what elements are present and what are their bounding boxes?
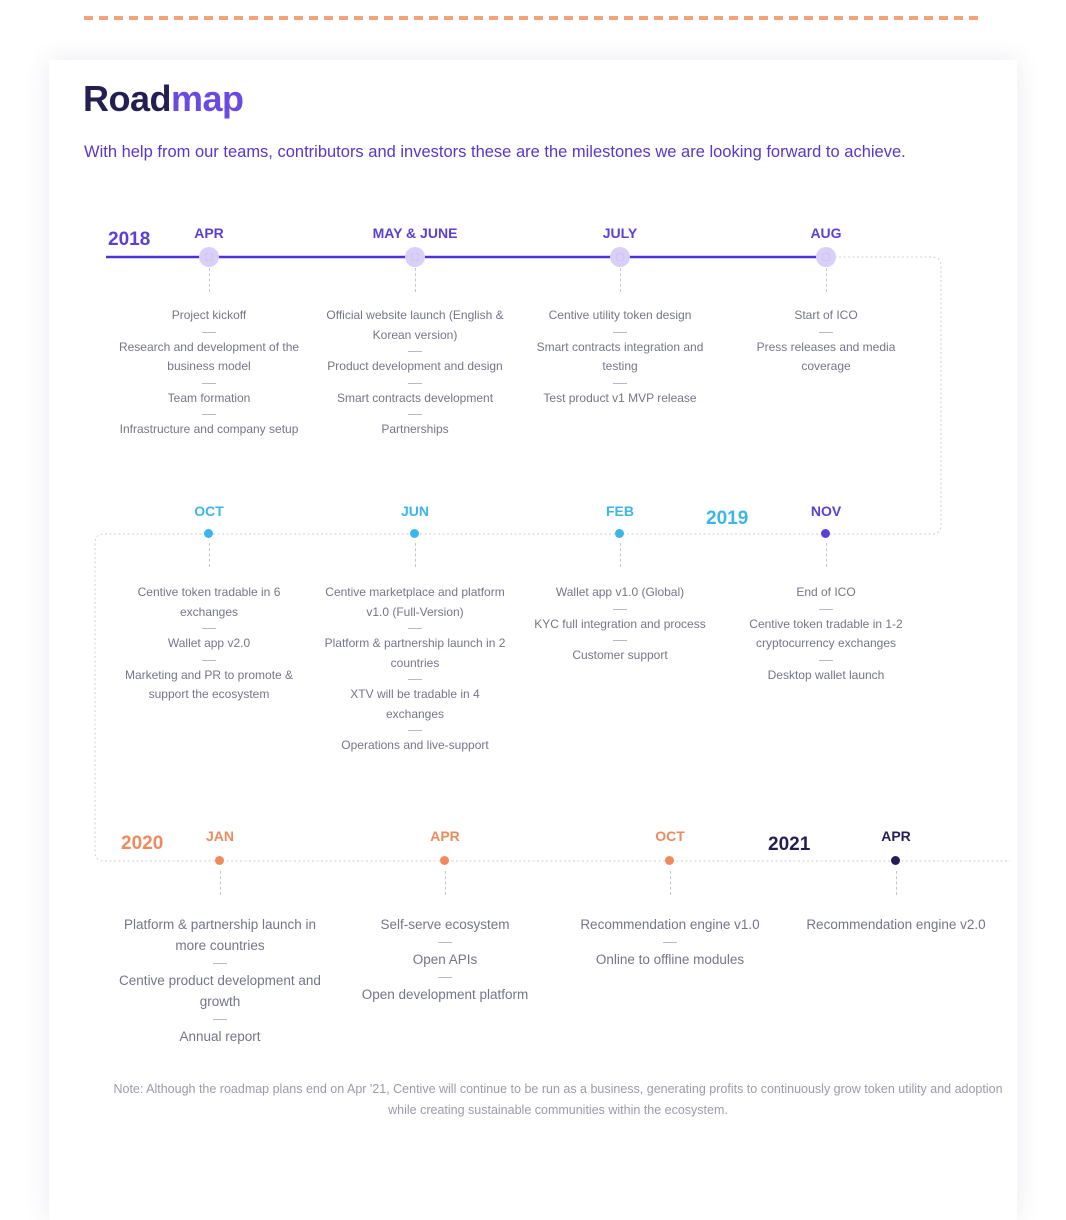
milestone-dot (665, 856, 674, 865)
year-2019: 2019 (706, 508, 749, 529)
milestone-item: Press releases and media coverage (731, 332, 921, 377)
milestone-connector (826, 268, 827, 292)
milestone-connector (415, 268, 416, 292)
milestone-list (565, 914, 775, 970)
milestone-list (114, 306, 304, 440)
milestone-month: APR (430, 828, 460, 844)
milestone-item: Recommendation engine v2.0 (806, 917, 986, 932)
page-title: Roadmap (83, 78, 244, 119)
milestone-dot (821, 529, 830, 538)
milestone-connector (445, 871, 446, 895)
milestone-item: Open development platform (340, 977, 550, 1005)
milestone-list (320, 583, 510, 756)
milestone-month: FEB (606, 503, 634, 519)
milestone-connector (620, 543, 621, 567)
milestone-month: OCT (655, 828, 685, 844)
milestone-item: Test product v1 MVP release (525, 383, 715, 409)
milestone-connector (209, 543, 210, 567)
milestone-month: OCT (194, 503, 224, 519)
milestone-connector (896, 871, 897, 895)
milestone-item: Wallet app v1.0 (Global) (555, 585, 685, 599)
milestone-dot (410, 529, 419, 538)
milestone-list (525, 306, 715, 408)
milestone-month: JULY (602, 225, 638, 241)
milestone-connector (220, 871, 221, 895)
milestone-item: Centive token tradable in 1-2 cryptocurrency exchanges (731, 609, 921, 654)
milestone-item: Wallet app v2.0 (114, 628, 304, 654)
milestone-dot (816, 247, 836, 267)
milestone-item: Marketing and PR to promote & support the ecosystem (114, 660, 304, 705)
milestone-month: JAN (205, 828, 234, 844)
milestone-dot (204, 529, 213, 538)
milestone-item: Partnerships (320, 414, 510, 440)
milestone-item: XTV will be tradable in 4 exchanges (320, 679, 510, 724)
year-2018: 2018 (108, 229, 151, 250)
milestone-dot (440, 856, 449, 865)
milestone-month: AUG (810, 225, 842, 241)
milestone-month: APR (194, 225, 224, 241)
milestone-item: Centive utility token design (548, 308, 692, 322)
roadmap-note: Note: Although the roadmap plans end on Apr '21, Centive will continue to be run as a business, generating profits to continuously grow token utility and adoption while creating sustainable communities within the ecosystem. (113, 1082, 1003, 1117)
milestone-connector (415, 543, 416, 567)
milestone-item: Operations and live-support (320, 730, 510, 756)
milestone-dot (891, 856, 900, 865)
milestone-month: APR (881, 828, 911, 844)
milestone-dot (215, 856, 224, 865)
milestone-item: Team formation (114, 383, 304, 409)
milestone-item: End of ICO (796, 585, 856, 599)
milestone-list (731, 583, 921, 685)
milestone-item: Customer support (525, 640, 715, 666)
year-2020: 2020 (121, 833, 164, 854)
milestone-connector (620, 268, 621, 292)
milestone-month: NOV (810, 503, 842, 519)
milestone-connector (826, 543, 827, 567)
milestone-item: Start of ICO (794, 308, 858, 322)
milestone-item: Centive marketplace and platform v1.0 (Full-Version) (325, 585, 505, 619)
milestone-list (731, 306, 921, 377)
milestone-list (791, 914, 1001, 935)
milestone-list (320, 306, 510, 440)
milestone-month: MAY & JUNE (372, 225, 458, 241)
milestone-list (525, 583, 715, 666)
milestone-item: Self-serve ecosystem (380, 917, 510, 932)
page-subtitle: With help from our teams, contributors and investors these are the milestones we are looking forward to achieve. (84, 143, 906, 161)
milestone-item: Product development and design (320, 351, 510, 377)
milestone-item: Desktop wallet launch (731, 660, 921, 686)
milestone-item: Smart contracts development (320, 383, 510, 409)
milestone-dot (615, 529, 624, 538)
milestone-item: Centive token tradable in 6 exchanges (137, 585, 281, 619)
milestone-item: Project kickoff (171, 308, 247, 322)
milestone-item: Official website launch (English & Korean version) (326, 308, 504, 342)
milestone-dot (610, 247, 630, 267)
milestone-month: JUN (400, 503, 429, 519)
milestone-item: Annual report (115, 1019, 325, 1047)
milestone-item: Open APIs (340, 942, 550, 970)
milestone-item: Recommendation engine v1.0 (580, 917, 760, 932)
milestone-item: Research and development of the business model (114, 332, 304, 377)
milestone-item: Platform & partnership launch in 2 countries (320, 628, 510, 673)
milestone-list (115, 914, 325, 1047)
year-2021: 2021 (768, 834, 811, 855)
milestone-list (340, 914, 550, 1005)
milestone-item: KYC full integration and process (525, 609, 715, 635)
milestone-connector (670, 871, 671, 895)
milestone-item: Infrastructure and company setup (114, 414, 304, 440)
milestone-dot (199, 247, 219, 267)
milestone-item: Smart contracts integration and testing (525, 332, 715, 377)
milestone-item: Centive product development and growth (115, 963, 325, 1012)
milestone-item: Online to offline modules (565, 942, 775, 970)
milestone-list (114, 583, 304, 705)
milestone-connector (209, 268, 210, 292)
milestone-item: Platform & partnership launch in more countries (123, 917, 317, 953)
milestone-dot (405, 247, 425, 267)
